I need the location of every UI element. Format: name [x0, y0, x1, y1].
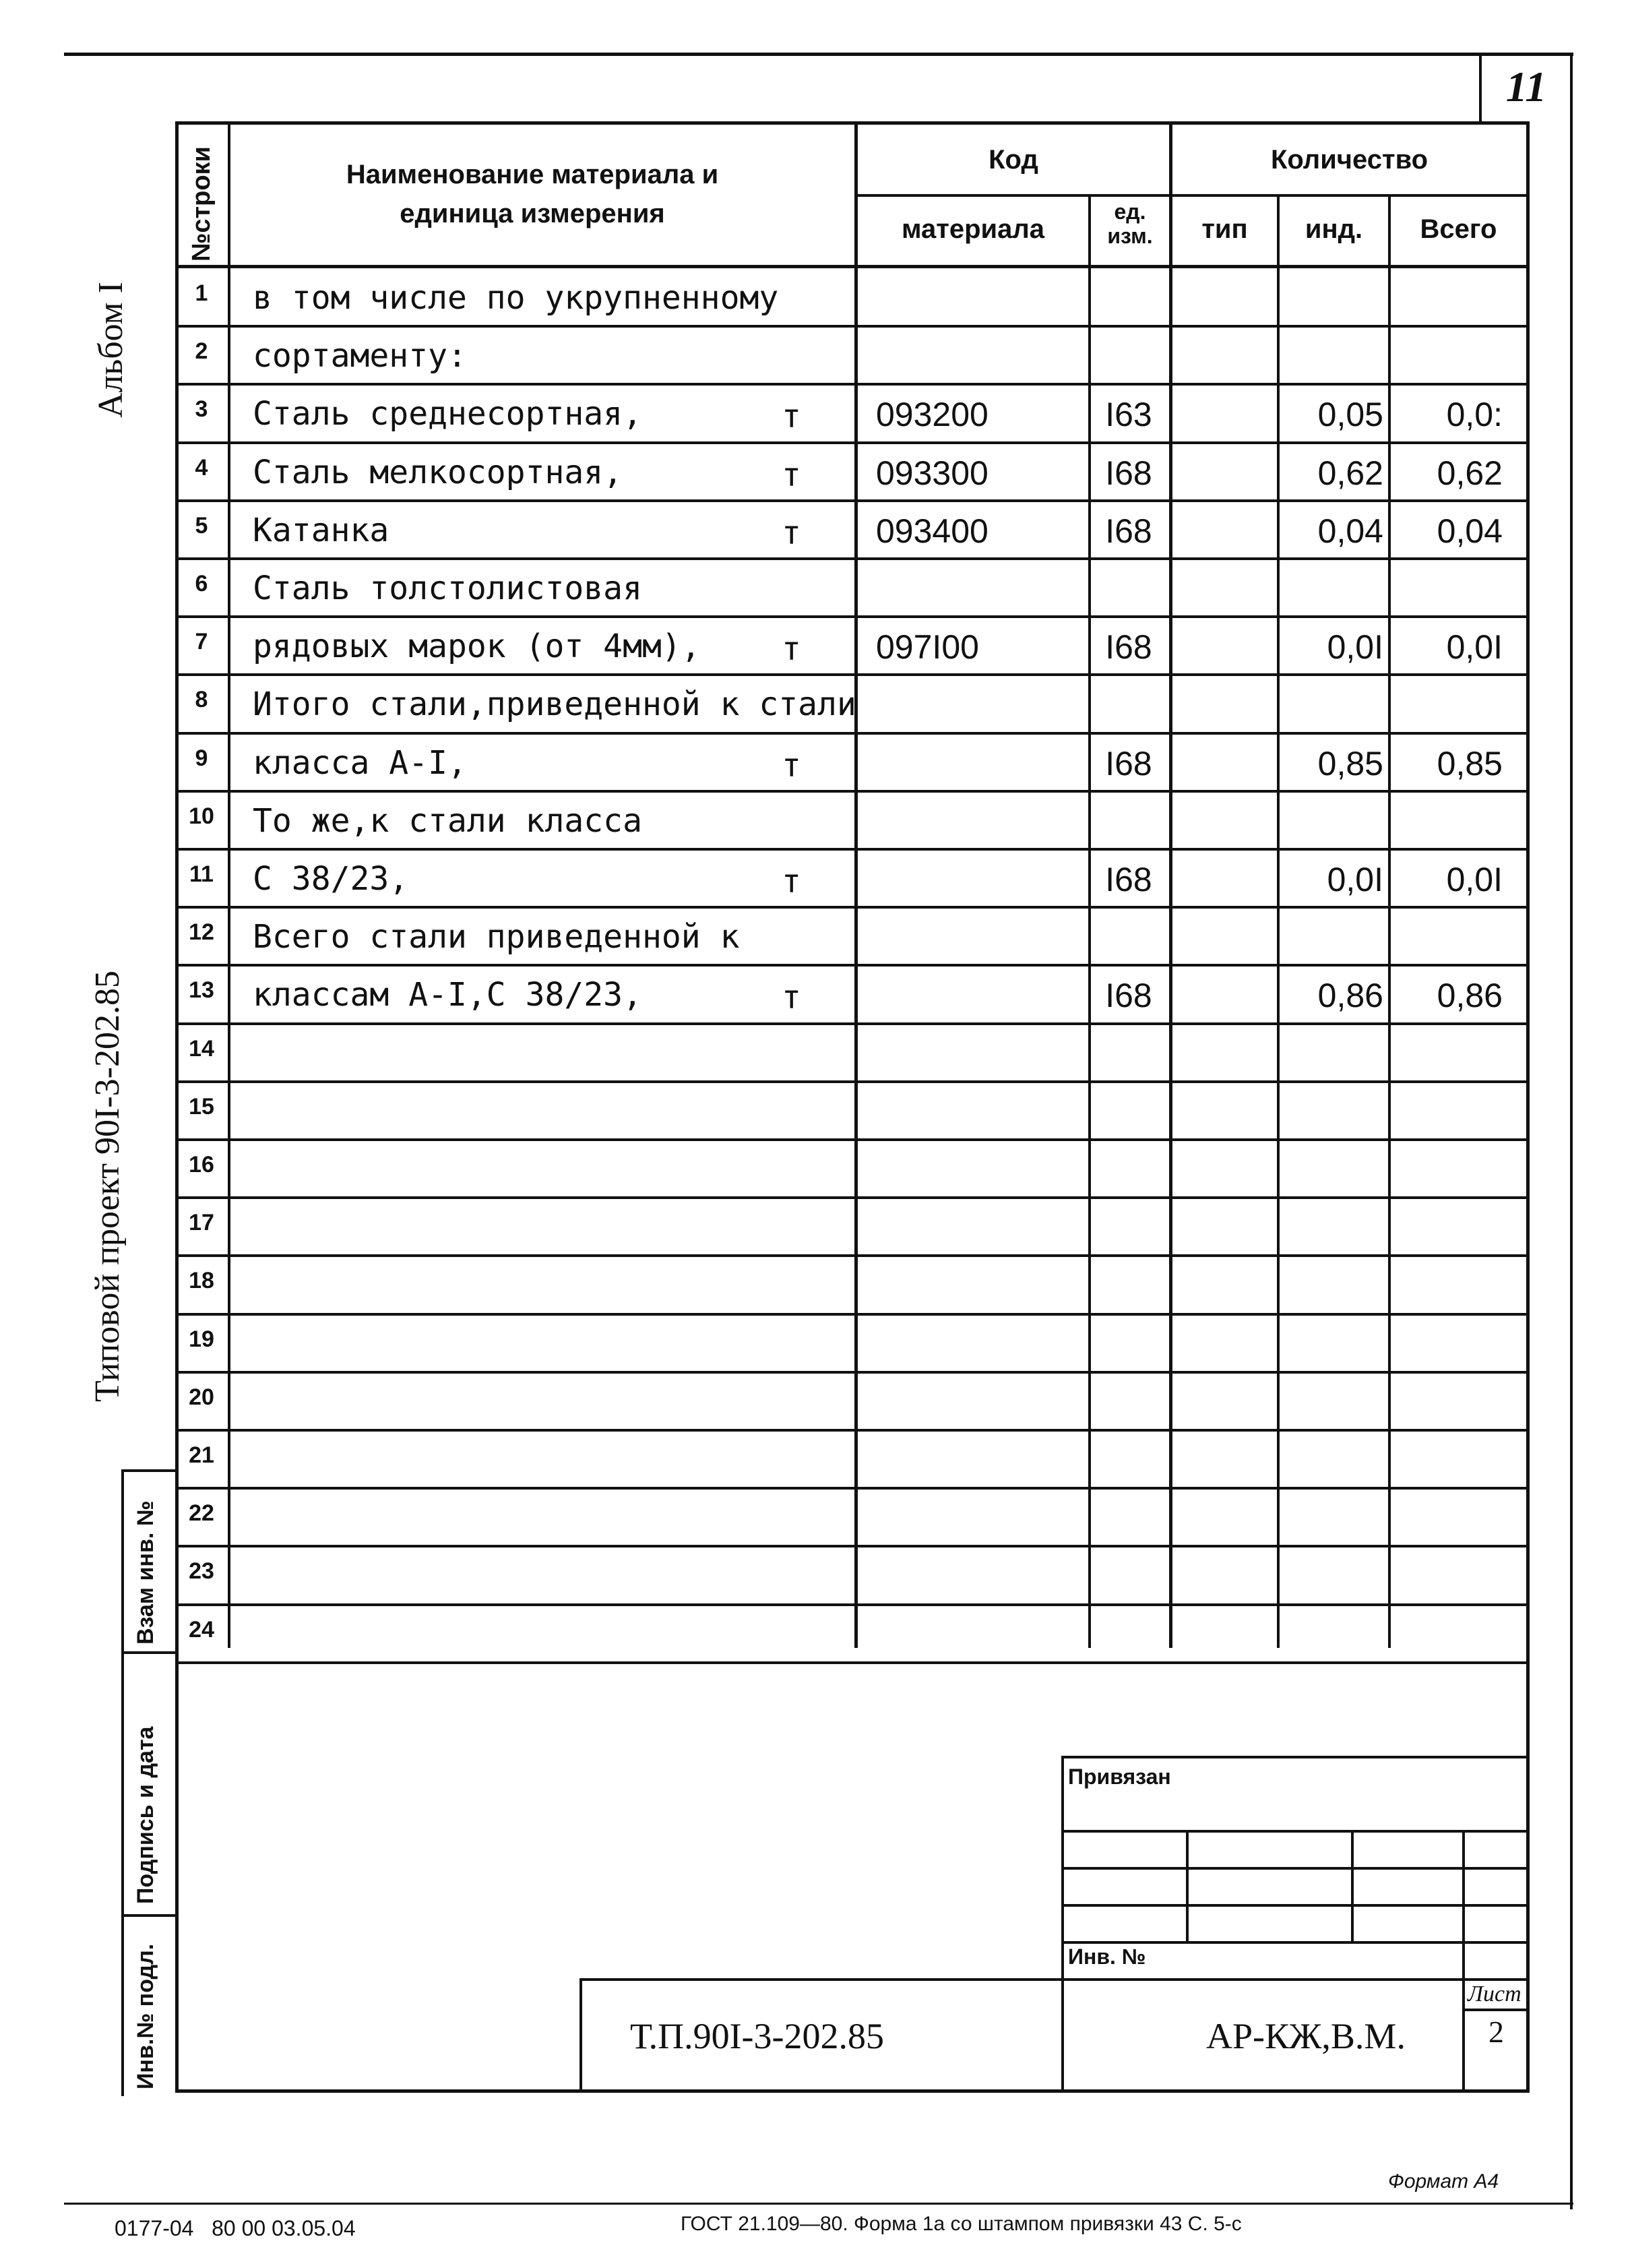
row-rule: [175, 325, 1530, 328]
stamp-bound: Привязан: [1068, 1765, 1171, 1789]
unit-code: I68: [1105, 512, 1152, 550]
stamp-col3: [1462, 1830, 1465, 2089]
stamp-sheet-label: Лист: [1468, 1982, 1521, 2006]
stamp-row4: [1061, 1941, 1530, 1944]
row-number: 11: [189, 861, 214, 887]
unit-code: I68: [1105, 454, 1152, 492]
ind-qty: 0,62: [1317, 454, 1383, 492]
total-qty: 0,0:: [1446, 396, 1503, 433]
stamp-code: АР-КЖ,В.М.: [1206, 2016, 1406, 2056]
unit-mark: т: [782, 514, 801, 552]
row-number: 23: [189, 1558, 214, 1584]
row-rule: [175, 1429, 1530, 1432]
material-name: сортаменту:: [253, 337, 467, 375]
page-number: 11: [1505, 63, 1547, 111]
row-number: 22: [189, 1500, 214, 1526]
stamp-sheet: 2: [1488, 2015, 1504, 2049]
row-number: 15: [189, 1094, 214, 1120]
row-number: 2: [195, 338, 208, 364]
side-stamp-top: [121, 1469, 177, 1472]
stamp-box-top: [1061, 1756, 1530, 1758]
unit-mark: т: [782, 456, 801, 494]
unit-mark: т: [782, 979, 801, 1016]
page-box-left: [1479, 53, 1482, 123]
project-label: Типовой проект 90I-3-202.85: [88, 971, 127, 1402]
ind-qty: 0,0I: [1327, 628, 1383, 666]
total-qty: 0,0I: [1446, 861, 1503, 898]
row-rule: [175, 1254, 1530, 1257]
total-qty: 0,62: [1437, 454, 1503, 492]
row-rule: [175, 1138, 1530, 1141]
row-rule: [175, 1371, 1530, 1374]
ind-qty: 0,05: [1317, 396, 1383, 433]
album-label: Альбом I: [92, 282, 130, 418]
header-name: Наименование материала и единица измерения: [346, 160, 719, 228]
row-number: 7: [195, 629, 208, 654]
side-stamp-div1: [121, 1651, 177, 1654]
row-number: 16: [189, 1152, 214, 1177]
row-rule: [175, 499, 1530, 502]
table-bottom: [175, 2089, 1530, 2093]
material-name: классам А-I,С 38/23,: [253, 976, 642, 1014]
row-number: 17: [189, 1210, 214, 1235]
total-qty: 0,04: [1437, 512, 1503, 550]
row-number: 24: [189, 1617, 214, 1643]
col-name: [854, 121, 858, 1648]
table-right: [1526, 121, 1530, 2093]
ind-qty: 0,04: [1317, 512, 1383, 550]
row-rule: [175, 1022, 1530, 1025]
unit-mark: т: [782, 630, 801, 668]
stamp-sheet-div: [1462, 2009, 1530, 2011]
material-name: рядовых марок (от 4мм),: [253, 627, 701, 665]
material-name: Итого стали,приведенной к стали: [253, 685, 856, 723]
header-code: Код: [988, 145, 1038, 175]
material-name: Сталь среднесортная,: [253, 395, 642, 433]
top-rule: [64, 53, 1573, 56]
material-name: То же,к стали класса: [253, 802, 642, 840]
side-stamp-label-3: Инв.№ подл.: [133, 1943, 158, 2089]
row-rule: [175, 557, 1530, 560]
row-rule: [175, 964, 1530, 967]
col-unit: [1169, 121, 1172, 1648]
material-name: Всего стали приведенной к: [253, 918, 740, 956]
material-name: Сталь мелкосортная,: [253, 454, 623, 491]
row-rule: [175, 1603, 1530, 1606]
header-row-no: №строки: [187, 146, 216, 262]
unit-mark: т: [782, 398, 801, 435]
stamp-box-left: [1061, 1756, 1064, 2089]
stamp-col2: [1351, 1830, 1354, 1941]
row-number: 4: [195, 455, 208, 481]
ind-qty: 0,0I: [1327, 861, 1383, 898]
header-material: материала: [901, 214, 1045, 244]
row-number: 6: [195, 571, 208, 596]
unit-mark: т: [782, 863, 801, 900]
material-name: Катанка: [253, 512, 389, 549]
footer-gost: ГОСТ 21.109—80. Форма 1а со штампом привязки 43 С. 5-с: [681, 2213, 1242, 2235]
row-rule: [175, 1313, 1530, 1316]
row-number: 9: [195, 745, 208, 771]
header-ind: инд.: [1305, 214, 1363, 244]
row-number: 13: [189, 977, 214, 1003]
unit-code: I68: [1105, 861, 1152, 898]
row-rule: [175, 1080, 1530, 1083]
row-number: 5: [195, 513, 208, 539]
stamp-inv: Инв. №: [1068, 1944, 1146, 1969]
row-number: 12: [189, 919, 214, 945]
material-code: 093200: [876, 396, 988, 433]
unit-code: I68: [1105, 977, 1152, 1014]
right-border: [1570, 53, 1573, 2209]
side-stamp-left: [121, 1469, 124, 2096]
material-name: С 38/23,: [253, 860, 409, 898]
unit-mark: т: [782, 747, 801, 785]
material-name: Сталь толстолистовая: [253, 570, 642, 607]
total-qty: 0,85: [1437, 745, 1503, 783]
row-rule: [175, 383, 1530, 386]
unit-code: I68: [1105, 628, 1152, 666]
material-code: 093400: [876, 512, 988, 550]
header-type: тип: [1201, 214, 1248, 244]
row-number: 14: [189, 1036, 214, 1062]
stamp-main-left: [579, 1978, 582, 2093]
footer-rule: [64, 2203, 1573, 2205]
total-qty: 0,86: [1437, 977, 1503, 1014]
row-rule: [175, 848, 1530, 851]
stamp-main-top: [579, 1978, 1530, 1981]
material-name: в том числе по укрупненному: [253, 279, 779, 317]
footer-left-code: 0177-04 80 00 03.05.04: [115, 2216, 356, 2240]
side-stamp-label-2: Подпись и дата: [133, 1726, 158, 1904]
unit-code: I68: [1105, 745, 1152, 783]
row-rule: [175, 732, 1530, 735]
material-name: класса А-I,: [253, 744, 467, 782]
row-rule: [175, 1196, 1530, 1199]
row-rule: [175, 1487, 1530, 1490]
stamp-col1: [1186, 1830, 1189, 1941]
side-stamp-div2: [121, 1914, 177, 1917]
header-quantity: Количество: [1270, 145, 1429, 175]
header-unit: ед. изм.: [1107, 200, 1153, 248]
row-rule: [175, 441, 1530, 444]
row-rule: [175, 790, 1530, 793]
footer-format: Формат А4: [1388, 2170, 1499, 2193]
stamp-row3: [1061, 1904, 1530, 1907]
material-code: 093300: [876, 454, 988, 492]
row-number: 1: [195, 280, 208, 306]
side-stamp-label-1: Взам инв. №: [133, 1500, 158, 1645]
row-number: 3: [195, 396, 208, 422]
header-bottom: [175, 265, 1530, 268]
row-rule: [175, 615, 1530, 618]
unit-code: I63: [1105, 396, 1152, 433]
row-number: 21: [189, 1442, 214, 1468]
header-total: Всего: [1420, 214, 1497, 244]
table-top: [175, 121, 1530, 125]
stamp-row1: [1061, 1830, 1530, 1833]
row-rule: [175, 1545, 1530, 1547]
row-number: 8: [195, 687, 208, 712]
header-mid: [854, 194, 1528, 197]
stamp-row2: [1061, 1867, 1530, 1870]
row-number: 10: [189, 803, 214, 829]
row-number: 19: [189, 1326, 214, 1352]
ind-qty: 0,86: [1317, 977, 1383, 1014]
row-number: 18: [189, 1268, 214, 1293]
total-qty: 0,0I: [1446, 628, 1503, 666]
ind-qty: 0,85: [1317, 745, 1383, 783]
row-rule: [175, 673, 1530, 676]
row-number: 20: [189, 1384, 214, 1410]
col-rownum: [228, 121, 230, 1648]
material-code: 097I00: [876, 628, 979, 666]
stamp-designation: Т.П.90I-3-202.85: [630, 2016, 885, 2056]
row-rule: [175, 906, 1530, 909]
row-rule: [175, 1661, 1530, 1664]
